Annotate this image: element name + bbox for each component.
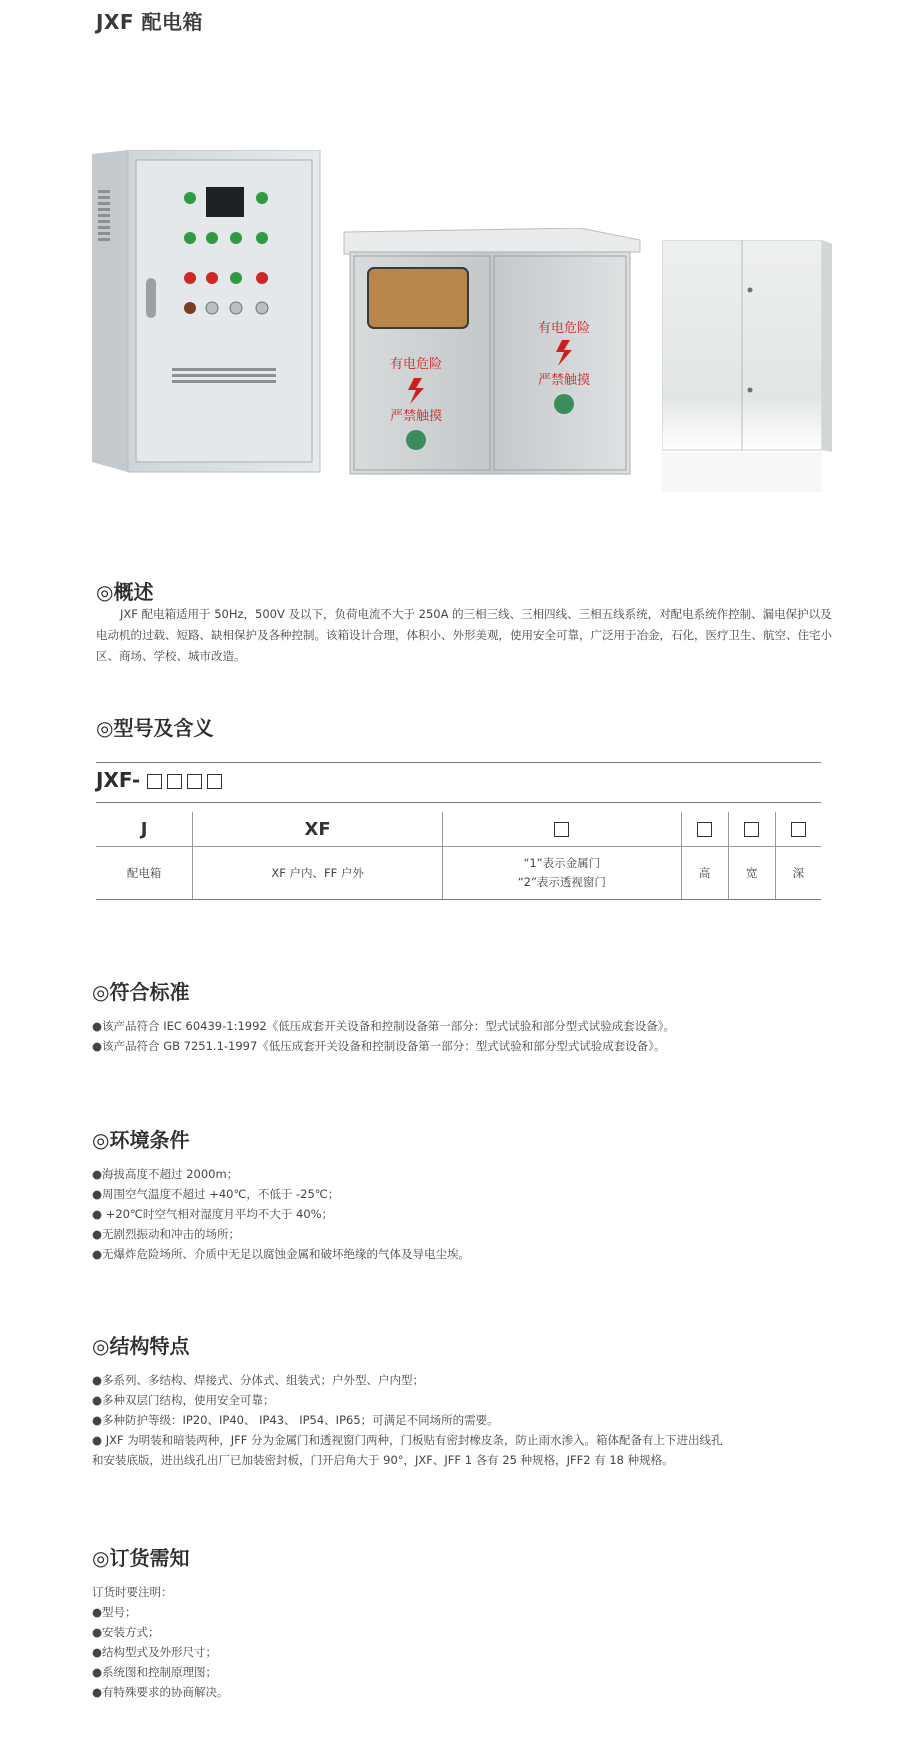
list-item: ●该产品符合 GB 7251.1-1997《低压成套开关设备和控制设备第一部分：型式试验和部分型式试验成套设备》。 [92,1039,666,1053]
ordering-title: ◎订货需知 [92,1546,190,1570]
overview-text: JXF 配电箱适用于 50Hz，500V 及以下，负荷电流不大于 250A 的三相三线、三相四线、三相五线系统，对配电系统作控制、漏电保护以及电动机的过载、短路、缺相保护及各种控制。该箱设计合理，体积小、外形美观，使用安全可靠，广泛用于冶金，石化，医疗卫生、航空、住宅小区、商场、学校、城市改造。 [96,607,832,663]
model-table [96,812,821,900]
list-item: ●海拔高度不超过 2000m； [92,1167,239,1181]
structure-list [92,1370,732,1470]
environment-list [92,1164,470,1264]
model-code [96,768,227,792]
list-item: ●安装方式； [92,1625,160,1639]
list-item: ●系统图和控制原理图； [92,1665,218,1679]
model-title: ◎型号及含义 [96,716,214,740]
list-item: ●有特殊要求的协商解决。 [92,1685,229,1699]
list-item: ●多种双层门结构，使用安全可靠； [92,1393,275,1407]
standards-list [92,1016,675,1056]
overview-title: ◎概述 [96,580,154,604]
model-header-cell: XF [193,812,443,847]
model-header-cell [775,812,821,847]
model-code-box-2 [167,774,182,789]
model-meaning-row [96,847,821,900]
cabinet-right-sign-line1: 有电危险 [537,321,591,336]
list-item: ● JXF 为明装和暗装两种，JFF 分为金属门和透视窗门两种，门板贴有密封橡皮条，防止雨水渗入。箱体配备有上下进出线孔和安装底版，进出线孔出厂已加装密封板，门开启角大于 90°，JXF、JFF 1 各有 25 种规格，JFF2 有 18 种规格。 [92,1433,723,1467]
standards-title: ◎符合标准 [92,980,190,1004]
model-code-box-1 [147,774,162,789]
model-meaning-line: “2”表示透视窗门 [517,875,606,889]
model-meaning-cell: 高 [681,847,728,900]
cabinet-left-sign-line2: 严禁触摸 [389,409,443,424]
environment-title: ◎环境条件 [92,1128,190,1152]
cabinet-shell-image [662,240,834,500]
model-top-rule [96,762,821,763]
model-header-box [744,822,759,837]
outdoor-stainless-cabinet-image [340,228,645,478]
list-item: ●结构型式及外形尺寸； [92,1645,218,1659]
model-header-cell [728,812,775,847]
list-item: ●周围空气温度不超过 +40℃，不低于 -25℃； [92,1187,340,1201]
model-meaning-cell: 配电箱 [96,847,193,900]
model-mid-rule [96,802,821,803]
ordering-list [92,1582,229,1702]
model-meaning-cell: 宽 [728,847,775,900]
page-title: JXF 配电箱 [96,10,203,34]
model-meaning-cell [443,847,682,900]
model-header-box [791,822,806,837]
ordering-intro: 订货时要注明： [92,1585,173,1599]
model-code-box-4 [207,774,222,789]
model-header-cell [443,812,682,847]
model-meaning-cell: 深 [775,847,821,900]
model-header-cell: J [96,812,193,847]
model-meaning-line: “1”表示金属门 [523,856,601,870]
model-header-cell [681,812,728,847]
model-header-box [554,822,569,837]
model-meaning-cell: XF 户内、FF 户外 [193,847,443,900]
list-item: ●无爆炸危险场所、介质中无足以腐蚀金属和破坏绝缘的气体及导电尘埃。 [92,1247,471,1261]
indoor-control-cabinet-image [92,150,322,475]
model-header-box [697,822,712,837]
model-code-prefix: JXF- [96,768,141,792]
model-code-box-3 [187,774,202,789]
structure-title: ◎结构特点 [92,1334,190,1358]
model-header-row [96,812,821,847]
cabinet-left-sign-line1: 有电危险 [389,357,443,372]
list-item: ●型号； [92,1605,137,1619]
list-item: ●多系列、多结构、焊接式、分体式、组装式；户外型、户内型； [92,1373,425,1387]
list-item: ●该产品符合 IEC 60439-1:1992《低压成套开关设备和控制设备第一部分：型式试验和部分型式试验成套设备》。 [92,1019,675,1033]
list-item: ● +20℃时空气相对湿度月平均不大于 40%； [92,1207,334,1221]
list-item: ●无剧烈振动和冲击的场所； [92,1227,241,1241]
cabinet-right-sign-line2: 严禁触摸 [537,373,591,388]
list-item: ●多种防护等级：IP20、IP40、 IP43、 IP54、IP65；可满足不同场所的需要。 [92,1413,499,1427]
